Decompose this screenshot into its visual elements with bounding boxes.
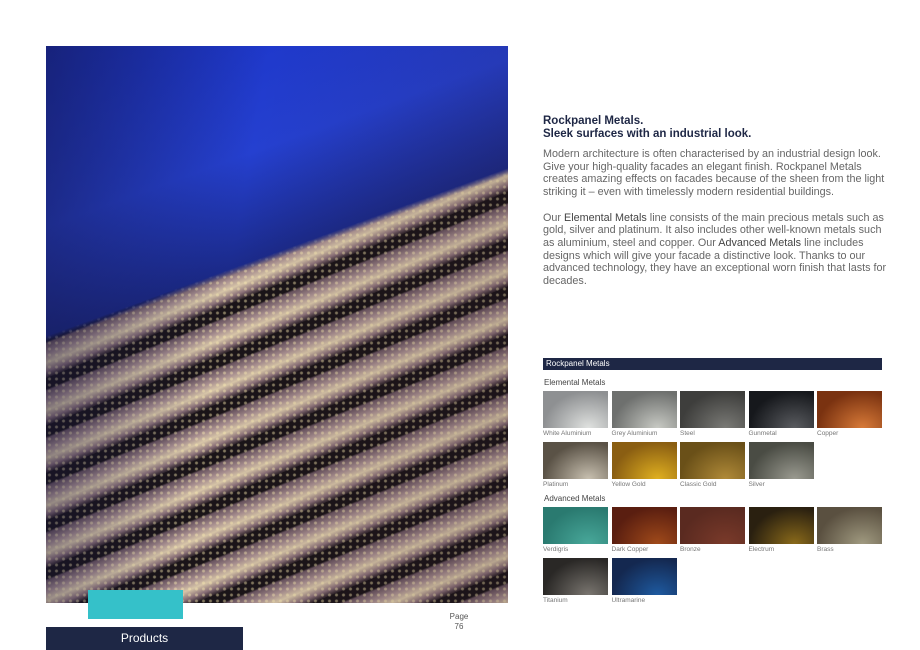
swatch-label: Platinum: [543, 481, 569, 488]
swatch-bronze: [680, 507, 745, 544]
swatch-ultramarine: [612, 558, 677, 595]
swatch-copper: [817, 391, 882, 428]
swatch-label: Copper: [817, 430, 839, 437]
swatch-classic-gold: [680, 442, 745, 479]
swatch-titanium: [543, 558, 608, 595]
swatch-dark-copper: [612, 507, 677, 544]
emphasis: Elemental Metals: [564, 211, 647, 224]
group-title: Elemental Metals: [544, 378, 606, 387]
swatch-verdigris: [543, 507, 608, 544]
text: Our: [543, 211, 564, 224]
section-label: Products: [46, 627, 243, 650]
photo-shading: [46, 46, 508, 603]
swatch-brass: [817, 507, 882, 544]
table-header: Rockpanel Metals: [543, 358, 882, 370]
page-title: [543, 115, 751, 141]
swatch-label: Yellow Gold: [611, 481, 646, 488]
swatch-electrum: [749, 507, 814, 544]
swatch-grey-aluminium: [612, 391, 677, 428]
swatch-label: White Aluminium: [543, 430, 592, 437]
swatch-label: Brass: [817, 546, 834, 553]
swatch-silver: [749, 442, 814, 479]
swatch-label: Grey Aluminium: [611, 430, 658, 437]
page-label: Page: [449, 612, 469, 621]
page-number: [440, 612, 478, 632]
swatch-steel: [680, 391, 745, 428]
accent-bar: [88, 590, 183, 619]
swatch-label: Titanium: [543, 597, 568, 604]
paragraph-2: [543, 212, 888, 288]
text: line consists of the main precious metals such as gold, silver and platinum. It also includes other well-known metals such as aluminium, steel and copper. Our: [543, 211, 884, 249]
swatch-platinum: [543, 442, 608, 479]
facade-photo: [46, 46, 508, 603]
paragraph-1: Modern architecture is often characterised by an industrial design look. Give your high-quality facades an elegant finish. Rockpanel Metals creates amazing effects on facades because of the sheen from the light striking it – even with timelessly modern residential buildings.: [543, 148, 885, 199]
swatch-label: Dark Copper: [611, 546, 649, 553]
swatch-label: Gunmetal: [748, 430, 777, 437]
swatch-label: Verdigris: [543, 546, 569, 553]
swatch-label: Silver: [748, 481, 765, 488]
page-value: 76: [454, 622, 464, 631]
swatch-white-aluminium: [543, 391, 608, 428]
swatch-label: Ultramarine: [611, 597, 646, 604]
text: line includes designs which will give your facade a distinctive look. Thanks to our advanced technology, they have an exceptional worn finish that lasts for decades.: [543, 236, 887, 288]
swatch-label: Steel: [680, 430, 695, 437]
swatch-label: Bronze: [680, 546, 701, 553]
swatch-label: Classic Gold: [680, 481, 717, 488]
swatch-gunmetal: [749, 391, 814, 428]
emphasis: Advanced Metals: [718, 236, 802, 249]
swatch-yellow-gold: [612, 442, 677, 479]
group-title: Advanced Metals: [544, 494, 606, 503]
title-line-1: Rockpanel Metals.: [543, 115, 644, 127]
swatch-label: Electrum: [748, 546, 775, 553]
body-text: [543, 148, 888, 300]
title-line-2: Sleek surfaces with an industrial look.: [543, 128, 752, 140]
